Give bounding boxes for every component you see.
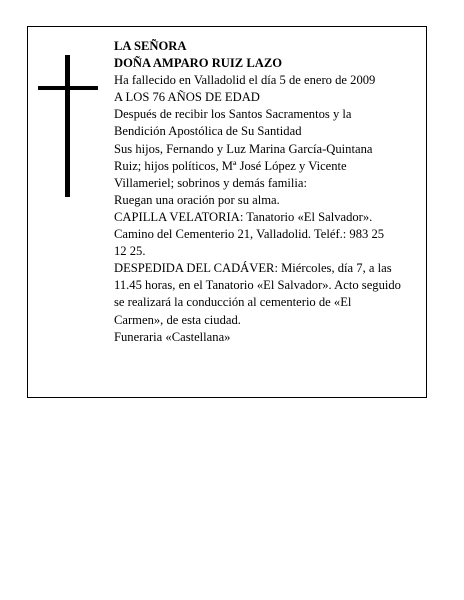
family-line: Villameriel; sobrinos y demás familia:: [114, 175, 308, 190]
notice-heading: LA SEÑORA: [114, 39, 187, 53]
obituary-text: [114, 38, 434, 346]
cross-vertical-bar: [65, 55, 70, 197]
sacraments-line: Después de recibir los Santos Sacramentos y la: [114, 107, 352, 122]
sacraments-line: Bendición Apostólica de Su Santidad: [114, 124, 302, 139]
farewell-line: 11.45 horas, en el Tanatorio «El Salvador». Acto seguido: [114, 278, 401, 293]
farewell-line: DESPEDIDA DEL CADÁVER: Miércoles, día 7, a las: [114, 261, 392, 276]
age-line: A LOS 76 AÑOS DE EDAD: [114, 90, 260, 105]
wake-phone-line: 12 25.: [114, 244, 146, 259]
cross-icon: [38, 55, 98, 197]
deceased-name: DOÑA AMPARO RUIZ LAZO: [114, 56, 283, 71]
wake-chapel-line: CAPILLA VELATORIA: Tanatorio «El Salvador».: [114, 209, 373, 224]
death-announcement: Ha fallecido en Valladolid el día 5 de enero de 2009: [114, 73, 376, 88]
cross-horizontal-bar: [38, 86, 98, 90]
funeral-home-line: Funeraria «Castellana»: [114, 329, 231, 344]
farewell-line: Carmen», de esta ciudad.: [114, 312, 241, 327]
prayer-request: Ruegan una oración por su alma.: [114, 192, 280, 207]
family-line: Ruiz; hijos políticos, Mª José López y Vicente: [114, 158, 347, 173]
farewell-line: se realizará la conducción al cementerio de «El: [114, 295, 352, 310]
family-line: Sus hijos, Fernando y Luz Marina García-Quintana: [114, 141, 373, 156]
wake-address-line: Camino del Cementerio 21, Valladolid. Teléf.: 983 25: [114, 227, 385, 242]
